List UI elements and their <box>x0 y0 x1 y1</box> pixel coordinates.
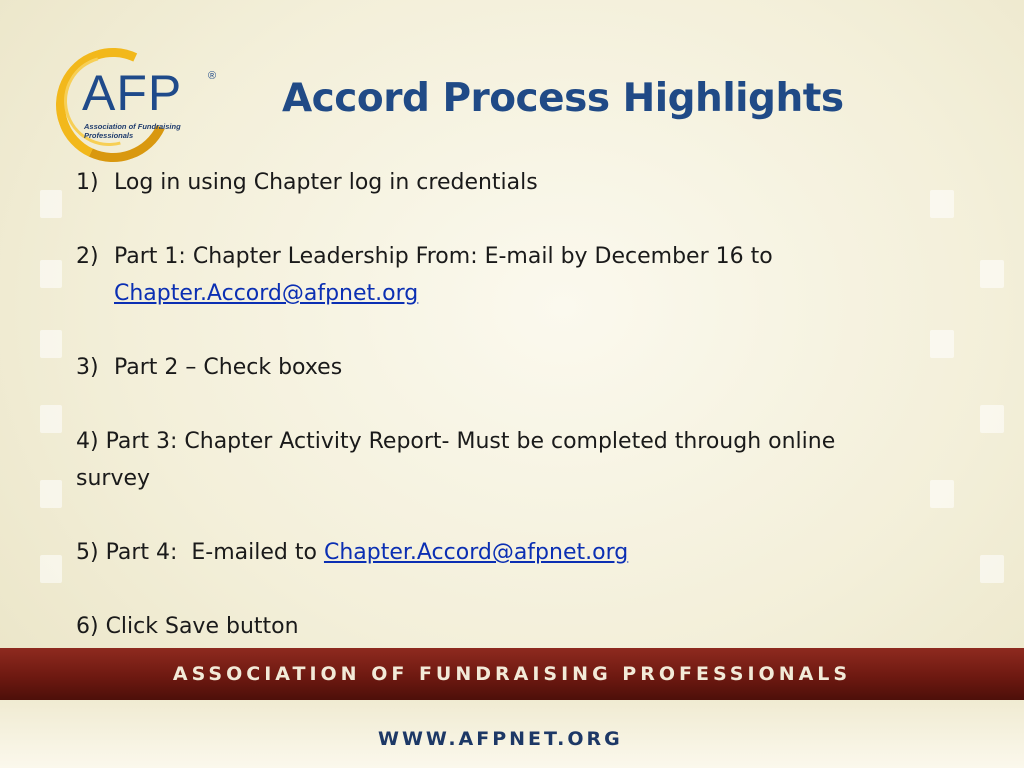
list-item <box>76 164 936 201</box>
footer-banner <box>0 648 1024 700</box>
list-item <box>76 349 936 386</box>
logo-registered-mark: ® <box>208 70 217 82</box>
list-item-text: 4) Part 3: Chapter Activity Report- Must be completed through online survey <box>76 429 836 491</box>
footer-url: WWW.AFPNET.ORG <box>378 728 623 750</box>
logo-acronym: AFP <box>82 65 183 121</box>
background-pattern <box>40 190 62 218</box>
background-pattern <box>40 480 62 508</box>
highlights-list <box>76 164 936 645</box>
list-item-text: Part 1: Chapter Leadership From: E-mail by December 16 to <box>114 244 773 269</box>
list-item-text: Part 2 – Check boxes <box>114 355 343 380</box>
list-item <box>76 608 936 645</box>
list-item-text: 6) Click Save button <box>76 614 299 639</box>
list-item <box>76 423 876 497</box>
background-pattern <box>40 330 62 358</box>
background-pattern <box>40 405 62 433</box>
footer-banner-text: ASSOCIATION OF FUNDRAISING PROFESSIONALS <box>172 663 852 685</box>
list-item <box>76 238 936 312</box>
list-item-text: Log in using Chapter log in credentials <box>114 170 538 195</box>
list-item-number: 1) <box>76 170 99 195</box>
chapter-accord-email-link[interactable]: Chapter.Accord@afpnet.org <box>323 540 629 565</box>
chapter-accord-email-link[interactable]: Chapter.Accord@afpnet.org <box>114 281 419 306</box>
background-pattern <box>40 555 62 583</box>
background-pattern <box>980 405 1004 433</box>
logo-subtitle: Association of Fundraising Professionals <box>84 122 181 140</box>
afp-logo <box>52 42 232 154</box>
list-item-text: 5) Part 4: E-mailed to <box>76 540 324 565</box>
slide-title: Accord Process Highlights <box>282 76 844 121</box>
background-pattern <box>40 260 62 288</box>
list-item-number: 2) <box>76 244 99 269</box>
background-pattern <box>980 260 1004 288</box>
list-item-number: 3) <box>76 355 99 380</box>
list-item <box>76 534 936 571</box>
background-pattern <box>980 555 1004 583</box>
